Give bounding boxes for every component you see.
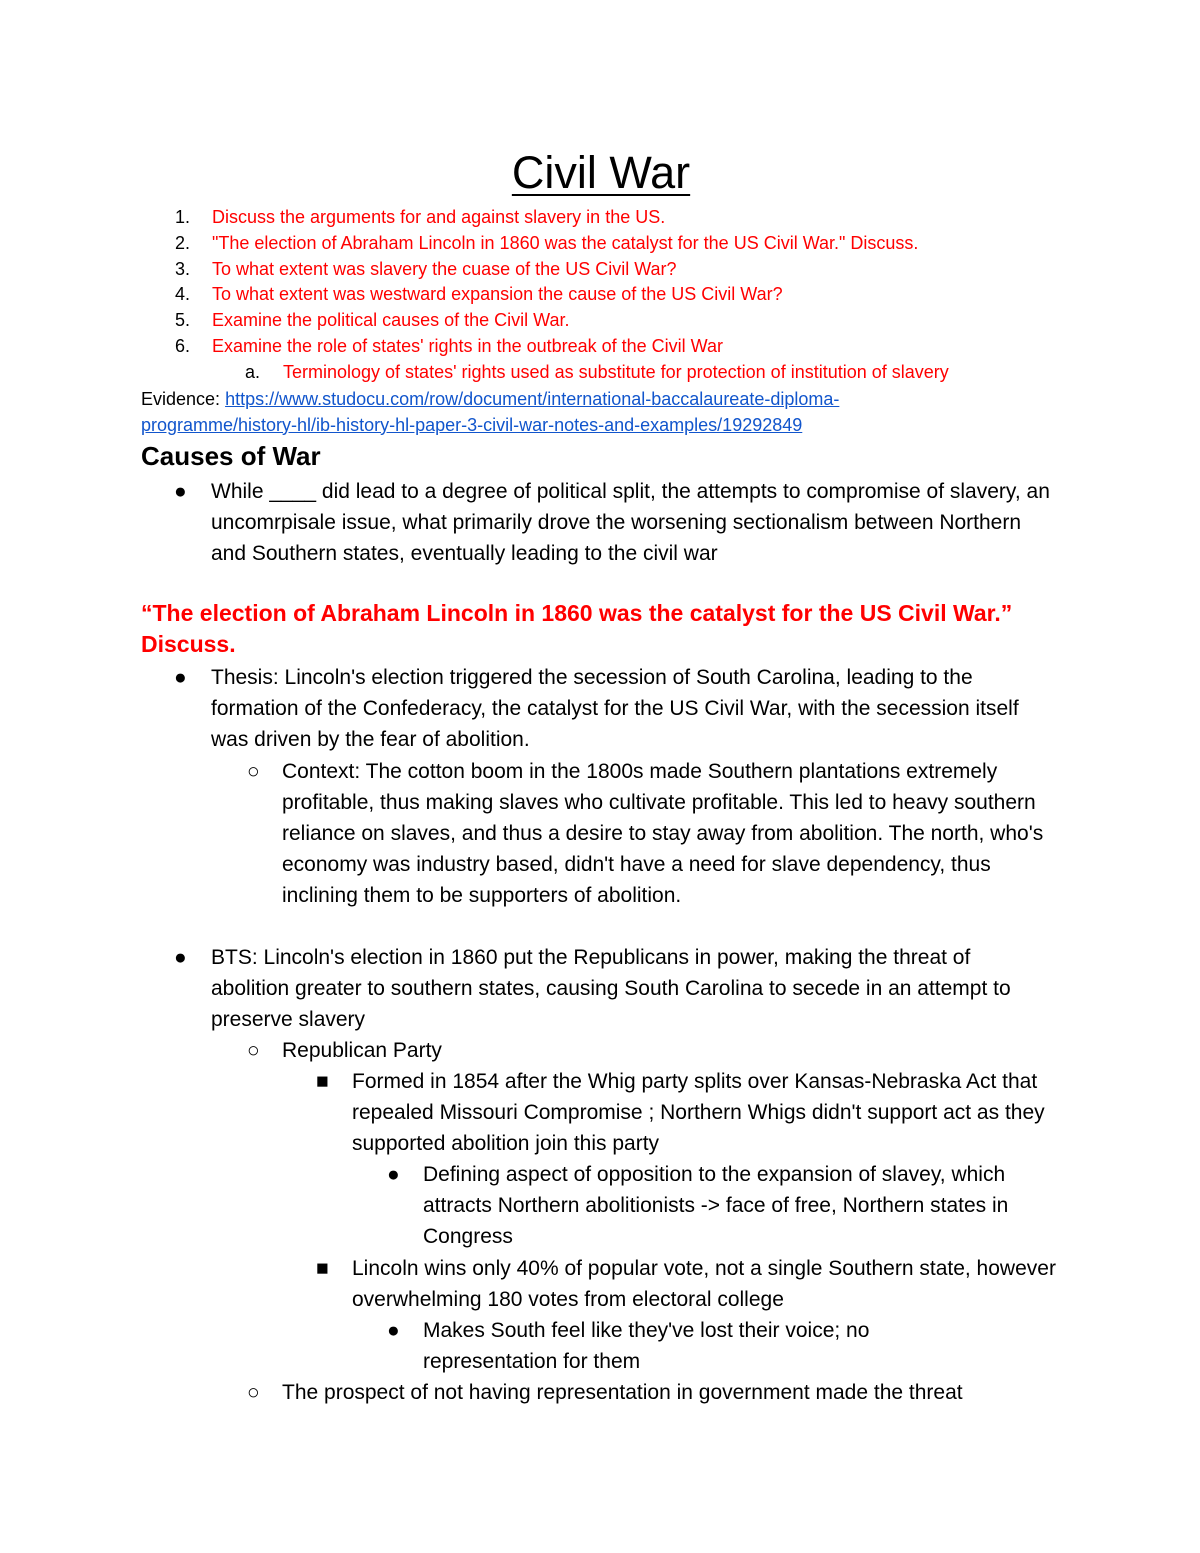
question-number: 2. — [175, 232, 191, 253]
bullet-square-icon: ■ — [316, 1257, 329, 1280]
bullet-disc-icon: ● — [174, 946, 187, 969]
question-item — [141, 231, 1061, 257]
question-list — [141, 205, 1061, 386]
thesis-bullet: Thesis: Lincoln's election triggered the secession of South Carolina, leading to the formation of the Confederacy, the catalyst for the US Civil War, with the secession itself was driven by the fear of abolition. — [211, 666, 1019, 751]
evidence-line — [141, 387, 1061, 438]
evidence-link-line1: https://www.studocu.com/row/document/international-baccalaureate-diploma- — [225, 389, 840, 409]
question-text: To what extent was slavery the cuase of the US Civil War? — [212, 258, 677, 279]
question-text: Terminology of states' rights used as substitute for protection of institution of slavery — [283, 361, 949, 382]
defining-bullet: Defining aspect of opposition to the expansion of slavey, which attracts Northern abolitionists -> face of free, Northern states in Congress — [423, 1163, 1009, 1248]
question-text: "The election of Abraham Lincoln in 1860 was the catalyst for the US Civil War." Discuss. — [212, 232, 919, 253]
bullet-disc-icon: ● — [174, 666, 187, 689]
bullet-square-icon: ■ — [316, 1070, 329, 1093]
bts-bullet: BTS: Lincoln's election in 1860 put the Republicans in power, making the threat of abolition greater to southern states, causing South Carolina to secede in an attempt to preserve slavery — [211, 946, 1011, 1031]
evidence-link-line2: programme/history-hl/ib-history-hl-paper-3-civil-war-notes-and-examples/19292849 — [141, 414, 803, 435]
wins-bullet: Lincoln wins only 40% of popular vote, not a single Southern state, however overwhelming 180 votes from electoral college — [352, 1257, 1056, 1311]
formed-bullet: Formed in 1854 after the Whig party splits over Kansas-Nebraska Act that repealed Missouri Compromise ; Northern Whigs didn't support act as they supported abolition join this party — [352, 1070, 1045, 1155]
prospect-bullet: The prospect of not having representation in government made the threat — [282, 1381, 963, 1404]
makes-bullet: Makes South feel like they've lost their voice; no representation for them — [423, 1319, 870, 1373]
bullet-disc-icon: ● — [387, 1319, 400, 1342]
republican-party-bullet: Republican Party — [282, 1039, 442, 1062]
bullet-circle-icon: ○ — [247, 1381, 260, 1404]
question-number: 3. — [175, 258, 191, 279]
lincoln-heading: “The election of Abraham Lincoln in 1860 was the catalyst for the US Civil War.” Discuss. — [141, 600, 1013, 657]
causes-heading: Causes of War — [141, 441, 321, 471]
question-number: 1. — [175, 207, 191, 227]
question-text: Examine the role of states' rights in the outbreak of the Civil War — [212, 335, 724, 356]
bullet-circle-icon: ○ — [247, 760, 260, 783]
bullet-circle-icon: ○ — [247, 1039, 260, 1062]
question-text: To what extent was westward expansion the cause of the US Civil War? — [212, 284, 783, 305]
question-number: a. — [245, 361, 261, 382]
question-number: 6. — [175, 335, 191, 356]
question-item — [141, 205, 1061, 231]
evidence-link[interactable] — [141, 389, 839, 435]
context-bullet: Context: The cotton boom in the 1800s made Southern plantations extremely profitable, thus making slaves who cultivate profitable. This led to heavy southern reliance on slaves, and thus a desire to stay away from abolition. The north, who's economy was industry based, didn't have a need for slave dependency, thus inclining them to be supporters of abolition. — [282, 760, 1044, 907]
question-item — [141, 334, 1061, 360]
page-title: Civil War — [511, 147, 691, 198]
question-text: Discuss the arguments for and against slavery in the US. — [212, 207, 666, 227]
question-item — [141, 257, 1061, 283]
question-item — [141, 282, 1061, 308]
bullet-disc-icon: ● — [387, 1163, 400, 1186]
evidence-label: Evidence: — [141, 389, 226, 409]
causes-bullet: While ____ did lead to a degree of political split, the attempts to compromise of slavery, an uncomrpisale issue, what primarily drove the worsening sectionalism between Northern and Southern states, eventually leading to the civil war — [211, 480, 1050, 565]
bullet-disc-icon: ● — [174, 480, 187, 503]
question-subitem — [141, 360, 1061, 386]
question-number: 4. — [175, 284, 191, 305]
question-text: Examine the political causes of the Civil War. — [212, 310, 570, 331]
question-item — [141, 308, 1061, 334]
question-number: 5. — [175, 310, 191, 331]
